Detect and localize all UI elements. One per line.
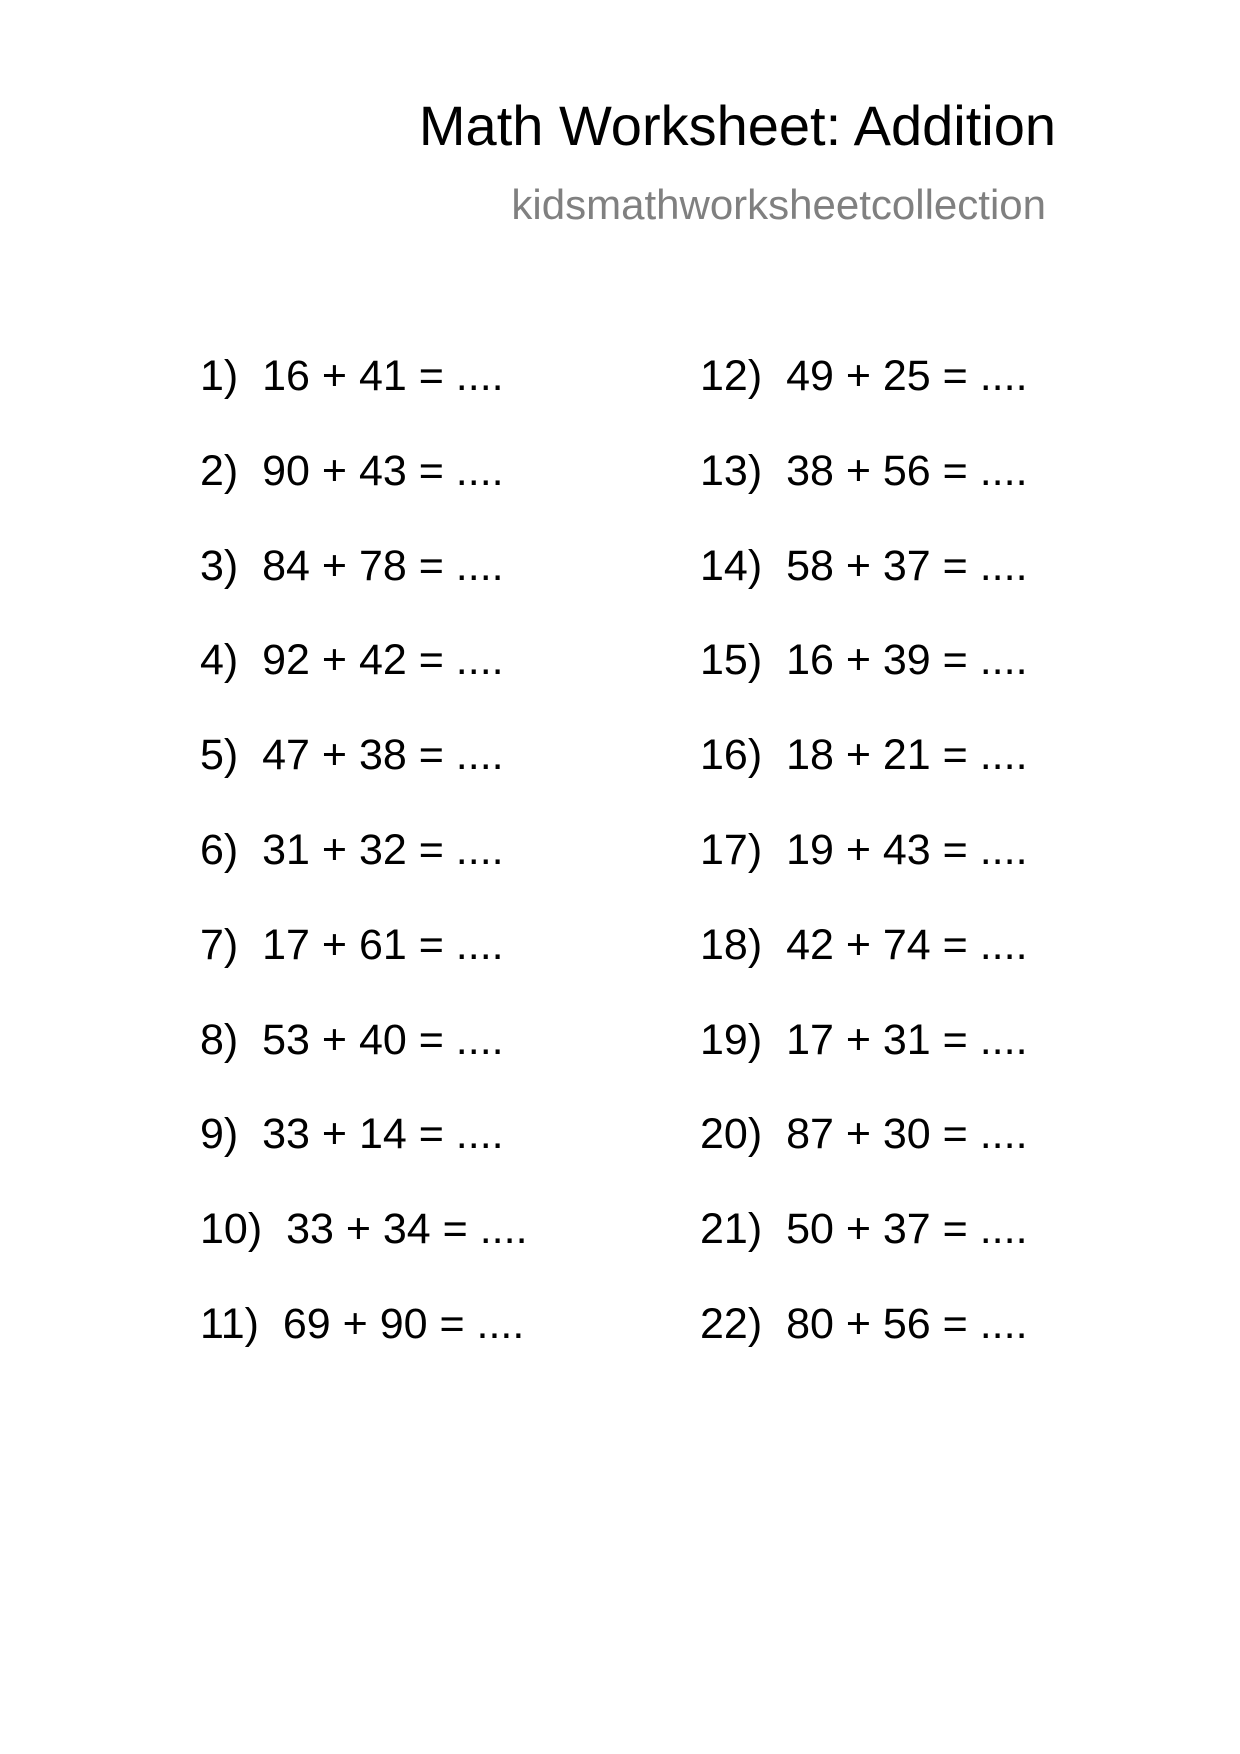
problem-number: 21) [700,1205,763,1253]
problem-expression: 58 + 37 = .... [786,542,1028,590]
problem-item [700,636,1028,684]
problem-number: 5) [200,731,239,779]
problem-number: 16) [700,731,763,779]
problem-expression: 38 + 56 = .... [786,447,1028,495]
problem-number: 3) [200,542,239,590]
problem-number: 19) [700,1016,763,1064]
problem-item [700,731,1028,779]
problem-number: 1) [200,352,239,400]
problem-item [200,826,504,874]
problem-number: 15) [700,636,763,684]
problem-item [200,1205,528,1253]
problem-item [200,542,504,590]
problem-expression: 42 + 74 = .... [786,921,1028,969]
problem-number: 8) [200,1016,239,1064]
problem-expression: 87 + 30 = .... [786,1110,1028,1158]
problem-expression: 53 + 40 = .... [262,1016,504,1064]
problem-expression: 31 + 32 = .... [262,826,504,874]
problem-item [700,826,1028,874]
problem-expression: 33 + 34 = .... [286,1205,528,1253]
problem-item [200,352,504,400]
problem-expression: 33 + 14 = .... [262,1110,504,1158]
problem-item [700,921,1028,969]
problem-item [200,1300,525,1348]
problem-number: 11) [200,1300,259,1348]
worksheet-title: Math Worksheet: Addition [418,94,1056,157]
problem-number: 18) [700,921,763,969]
worksheet-subtitle: kidsmathworksheetcollection [511,181,1046,228]
problem-expression: 17 + 31 = .... [786,1016,1028,1064]
problem-number: 14) [700,542,763,590]
problem-item [700,447,1028,495]
problem-number: 4) [200,636,239,684]
problem-number: 2) [200,447,239,495]
problem-expression: 18 + 21 = .... [786,731,1028,779]
problem-item [700,1016,1028,1064]
problem-number: 20) [700,1110,763,1158]
problem-expression: 50 + 37 = .... [786,1205,1028,1253]
problem-number: 9) [200,1110,239,1158]
problem-item [700,542,1028,590]
problem-expression: 17 + 61 = .... [262,921,504,969]
problem-item [200,636,504,684]
problem-item [700,1205,1028,1253]
problem-item [200,1110,504,1158]
problem-item [700,352,1028,400]
problem-expression: 92 + 42 = .... [262,636,504,684]
problem-item [700,1300,1028,1348]
problem-expression: 80 + 56 = .... [786,1300,1028,1348]
problem-number: 17) [700,826,763,874]
problem-number: 6) [200,826,239,874]
problem-number: 10) [200,1205,263,1253]
problem-item [700,1110,1028,1158]
problem-expression: 16 + 41 = .... [262,352,504,400]
problem-expression: 16 + 39 = .... [786,636,1028,684]
problem-number: 7) [200,921,239,969]
problem-expression: 69 + 90 = .... [282,1300,525,1348]
problem-expression: 90 + 43 = .... [262,447,504,495]
problem-item [200,1016,504,1064]
problem-item [200,921,504,969]
problem-expression: 47 + 38 = .... [262,731,504,779]
problem-expression: 49 + 25 = .... [786,352,1028,400]
problem-item [200,731,504,779]
problem-number: 22) [700,1300,763,1348]
problem-item [200,447,504,495]
problem-number: 12) [700,352,763,400]
problem-number: 13) [700,447,763,495]
problem-expression: 84 + 78 = .... [262,542,504,590]
problem-expression: 19 + 43 = .... [786,826,1028,874]
